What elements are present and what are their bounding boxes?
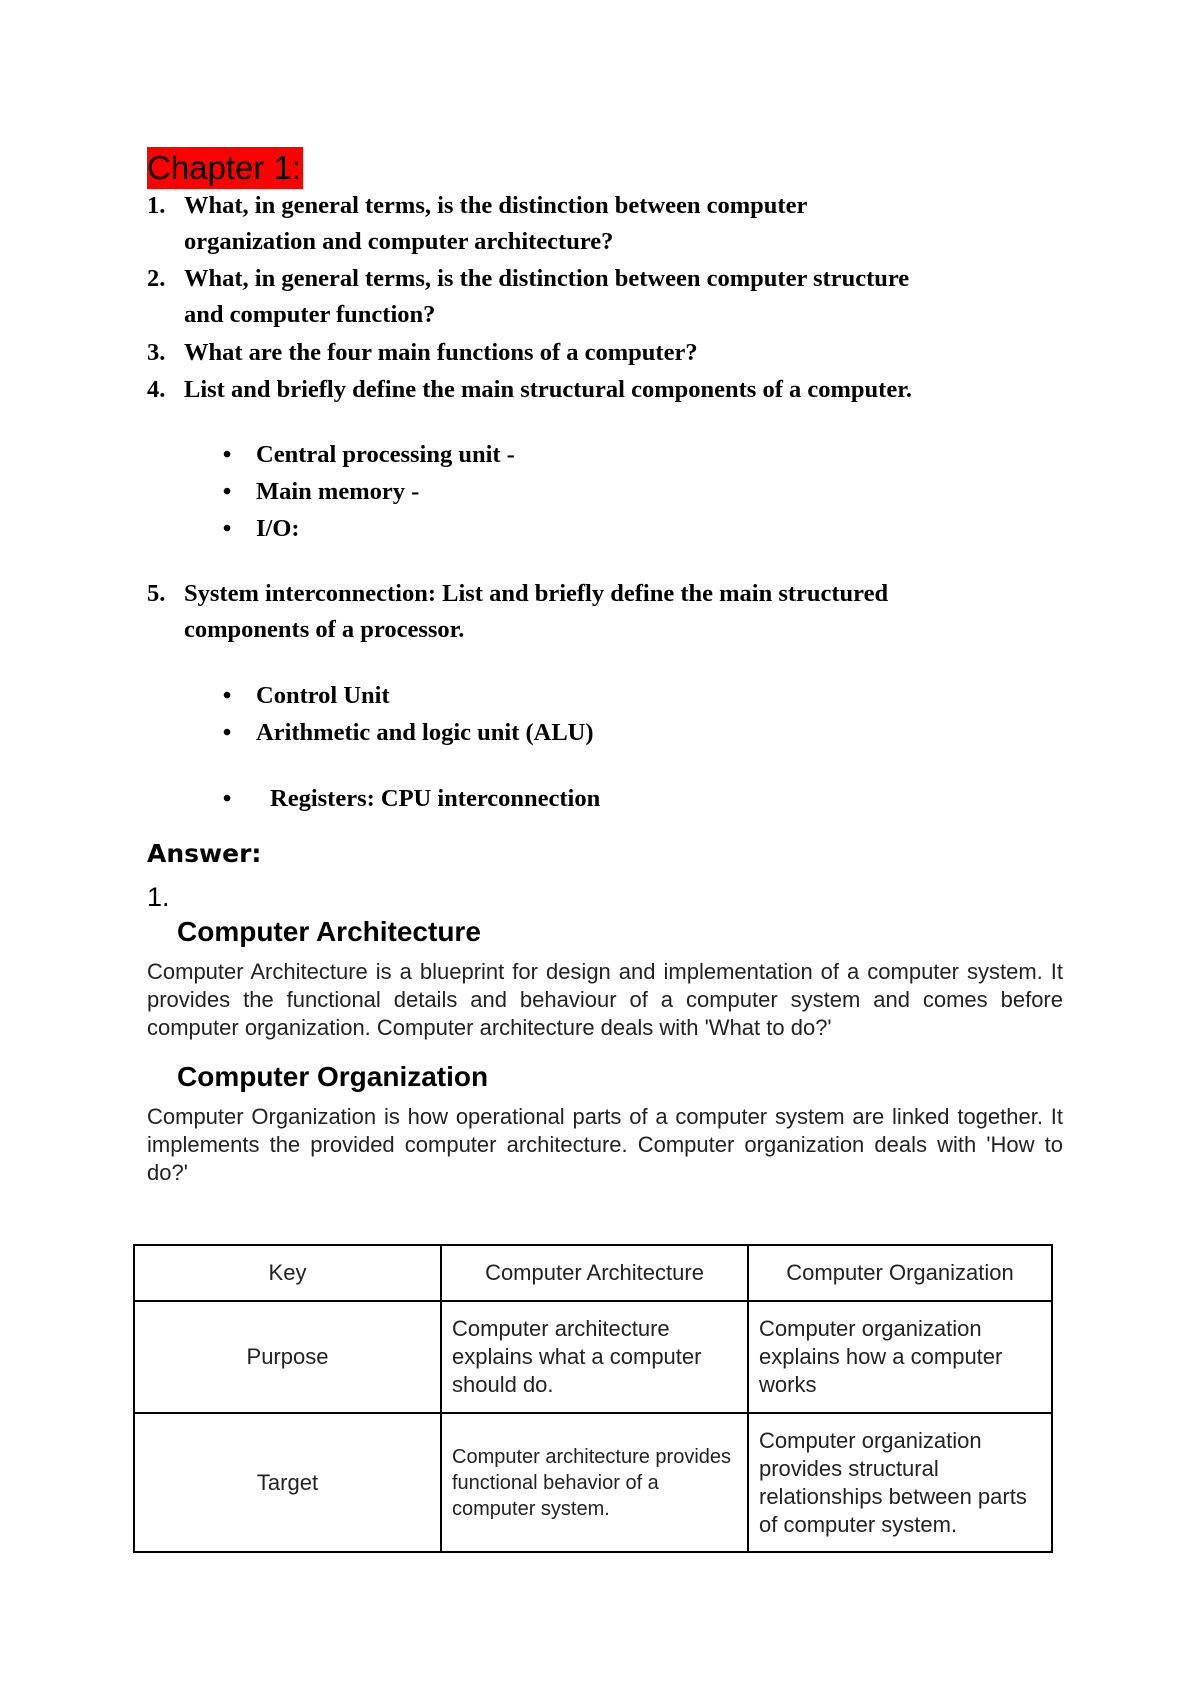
- bullet-text: Control Unit: [256, 682, 390, 709]
- bullet-text: I/O:: [256, 515, 300, 542]
- table-cell: Computer architecture explains what a computer should do.: [441, 1301, 748, 1413]
- table-header-cell: Computer Architecture: [441, 1245, 748, 1301]
- bullet-icon: •: [222, 441, 232, 468]
- section-title: Computer Organization: [177, 1061, 489, 1092]
- table-cell: Computer organization explains how a computer works: [748, 1301, 1052, 1413]
- bullet-text: Central processing unit -: [256, 441, 515, 468]
- bullet-text: Arithmetic and logic unit (ALU): [256, 719, 594, 746]
- chapter-heading: Chapter 1:: [147, 147, 303, 189]
- question-number: 2.: [147, 265, 166, 292]
- question-text-line: System interconnection: List and briefly define the main structured: [184, 580, 889, 607]
- bullet-icon: •: [222, 478, 232, 505]
- table-row: [134, 1301, 1052, 1413]
- question-text-line: components of a processor.: [184, 616, 465, 643]
- table-header-cell: Computer Organization: [748, 1245, 1052, 1301]
- section-body: Computer Organization is how operational parts of a computer system are linked together. It implements the provided computer architecture. Computer organization deals with 'How to do?': [147, 1104, 1063, 1185]
- question-text-line: and computer function?: [184, 301, 436, 328]
- section-body: Computer Architecture is a blueprint for design and implementation of a computer system. It provides the functional details and behaviour of a computer system and comes before computer organization. Computer architecture deals with 'What to do?': [147, 959, 1063, 1040]
- question-text-line: organization and computer architecture?: [184, 228, 614, 255]
- bullet-text: Registers: CPU interconnection: [270, 785, 601, 812]
- comparison-table: [133, 1244, 1053, 1553]
- table-cell: Computer organization provides structural relationships between parts of computer system.: [748, 1413, 1052, 1552]
- table-row: [134, 1413, 1052, 1552]
- answer-number: 1.: [147, 882, 170, 912]
- table-header-row: [134, 1245, 1052, 1301]
- section-title: Computer Architecture: [177, 916, 481, 947]
- question-text-line: What, in general terms, is the distinction between computer: [184, 192, 808, 219]
- bullet-icon: •: [222, 785, 232, 812]
- answer-heading: Answer:: [147, 839, 262, 868]
- bullet-icon: •: [222, 682, 232, 709]
- table-cell: Computer architecture provides functional behavior of a computer system.: [441, 1413, 748, 1552]
- table-key-cell: Purpose: [134, 1301, 441, 1413]
- table-header-cell: Key: [134, 1245, 441, 1301]
- question-text-line: What, in general terms, is the distinction between computer structure: [184, 265, 910, 292]
- question-number: 5.: [147, 580, 166, 607]
- question-number: 1.: [147, 192, 166, 219]
- table-key-cell: Target: [134, 1413, 441, 1552]
- bullet-icon: •: [222, 515, 232, 542]
- bullet-text: Main memory -: [256, 478, 420, 505]
- question-number: 3.: [147, 339, 166, 366]
- question-text-line: List and briefly define the main structural components of a computer.: [184, 376, 912, 403]
- question-text-line: What are the four main functions of a computer?: [184, 339, 698, 366]
- bullet-icon: •: [222, 719, 232, 746]
- question-number: 4.: [147, 376, 166, 403]
